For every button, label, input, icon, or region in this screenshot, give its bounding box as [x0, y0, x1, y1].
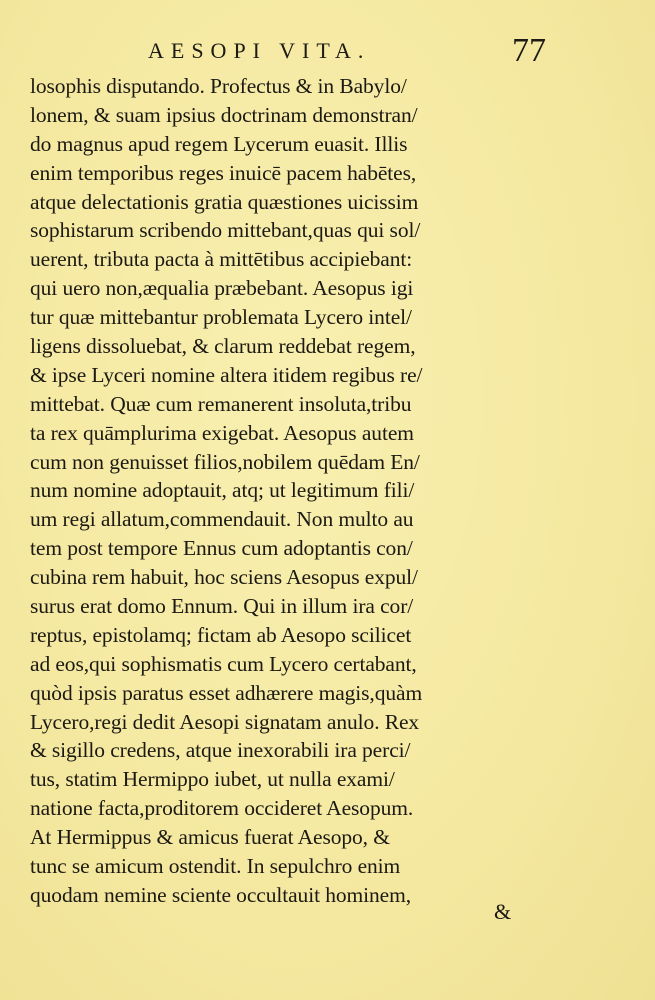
body-text [30, 72, 530, 910]
text-line: sophistarum scribendo mittebant,quas qui sol/ [30, 218, 421, 243]
text-line: qui uero non,æqualia præbebant. Aesopus igi [30, 276, 414, 301]
text-line: tur quæ mittebantur problemata Lycero intel/ [30, 305, 412, 330]
text-line: cubina rem habuit, hoc sciens Aesopus expul/ [30, 565, 418, 590]
page-number: 77 [512, 32, 546, 69]
text-line: ad eos,qui sophismatis cum Lycero certabant, [30, 651, 417, 676]
text-line: num nomine adoptauit, atq; ut legitimum fili/ [30, 478, 415, 503]
text-line: Lycero,regi dedit Aesopi signatam anulo. Rex [30, 709, 420, 734]
text-line: At Hermippus & amicus fuerat Aesopo, & [30, 825, 390, 850]
text-line: surus erat domo Ennum. Qui in illum ira cor/ [30, 594, 414, 619]
text-line: ligens dissoluebat, & clarum reddebat regem, [30, 334, 416, 359]
text-line: tunc se amicum ostendit. In sepulchro enim [30, 854, 401, 879]
text-line: atque delectationis gratia quæstiones uicissim [30, 189, 419, 214]
text-line: quòd ipsis paratus esset adhærere magis,quàm [30, 680, 423, 705]
text-line: cum non genuisset filios,nobilem quēdam En/ [30, 449, 420, 474]
text-line: losophis disputando. Profectus & in Babylo/ [30, 74, 407, 98]
text-line: do magnus apud regem Lycerum euasit. Illis [30, 131, 408, 156]
text-line: lonem, & suam ipsius doctrinam demonstran/ [30, 102, 418, 127]
text-line: mittebat. Quæ cum remanerent insoluta,tribu [30, 391, 412, 416]
text-line: reptus, epistolamq; fictam ab Aesopo scilicet [30, 622, 412, 647]
running-head: AESOPI VITA. [148, 38, 371, 63]
text-line: uerent, tributa pacta à mittētibus accipiebant: [30, 247, 413, 272]
text-line: enim temporibus reges inuicē pacem habētes, [30, 160, 417, 185]
text-line: tem post tempore Ennus cum adoptantis con/ [30, 536, 413, 561]
page-header [0, 32, 655, 72]
catchword: & [494, 899, 512, 924]
text-line: tus, statim Hermippo iubet, ut nulla exami/ [30, 767, 395, 792]
text-line: natione facta,proditorem occideret Aesopum. [30, 796, 414, 821]
text-line: & sigillo credens, atque inexorabili ira perci/ [30, 738, 411, 763]
text-line: um regi allatum,commendauit. Non multo au [30, 507, 414, 532]
text-line: ta rex quāmplurima exigebat. Aesopus autem [30, 420, 414, 445]
text-line: quodam nemine sciente occultauit hominem, [30, 882, 412, 907]
text-line: & ipse Lyceri nomine altera itidem regibus re/ [30, 362, 423, 387]
